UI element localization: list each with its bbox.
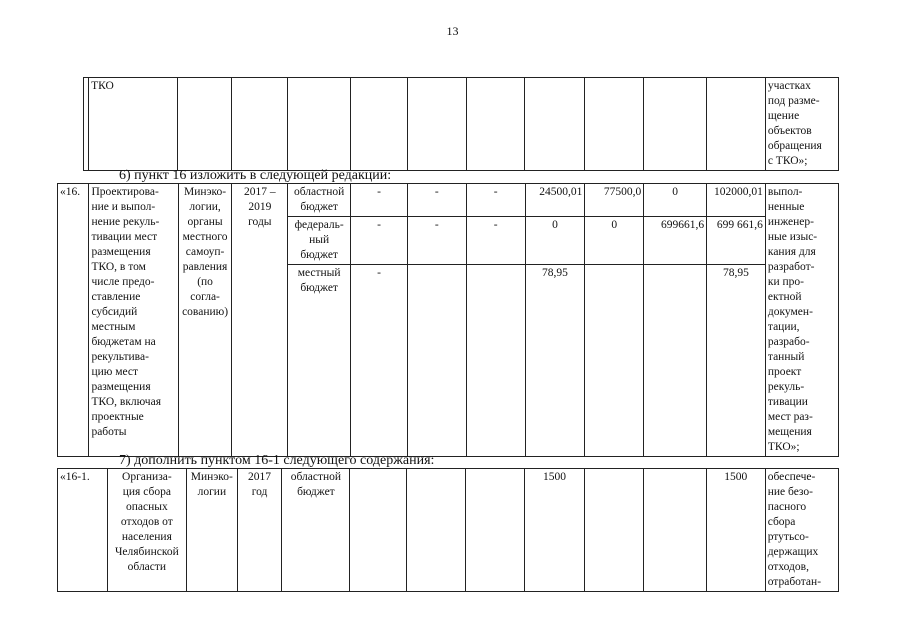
cell-name: ТКО [89,78,178,171]
value-cell: 0 [525,217,585,265]
value-cell: - [351,265,408,457]
table-row-16-1 [57,468,839,592]
value-cell: 78,95 [707,265,766,457]
value-cell [585,265,644,457]
value-cell: 102000,01 [707,184,766,217]
cell-result: участках под разме- щение объектов обращения с ТКО»; [765,78,838,171]
value-cell: - [466,217,525,265]
funding-source: областной бюджет [282,469,350,592]
result-text: выпол- ненные инженер- ные изыс- кания для разработ- ки про- ектной докумен- тации, разрабо- танный проект рекуль- тивации мест раз- мещения ТКО»; [765,184,838,457]
value-cell: 1500 [525,469,585,592]
measure-name: Проектирова- ние и выпол- нение рекуль- тивации мест размещения ТКО, в том числе предо- ставление субсидий местным бюджетам на рекультива- цию мест размещения ТКО, включая проектные работы [89,184,178,457]
value-cell: - [351,184,408,217]
value-cell: 699 661,6 [707,217,766,265]
value-cell: - [466,184,525,217]
value-cell: - [407,184,466,217]
row-number: «16-1. [58,469,108,592]
page-number: 13 [446,24,459,38]
measure-name: Организа- ция сбора опасных отходов от населения Челябинской области [107,469,186,592]
heading-point-6: 6) пункт 16 изложить в следующей редакции: [119,168,392,183]
funding-source: областной бюджет [288,184,351,217]
executor: Минэко- логии [186,469,237,592]
executor: Минэко- логии, органы местного самоуп- равления (по согла- сованию) [178,184,232,457]
value-cell: 77500,0 [585,184,644,217]
funding-source: федераль- ный бюджет [288,217,351,265]
value-cell: 0 [644,184,707,217]
value-cell: - [407,217,466,265]
row-number: «16. [58,184,89,457]
result-text: обеспече- ние безо- пасного сбора ртутьсо- держащих отходов, отработан- [765,469,838,592]
value-cell: - [351,217,408,265]
funding-source: местный бюджет [288,265,351,457]
table-row-16 [57,183,839,457]
value-cell [466,265,525,457]
years: 2017 – 2019 годы [232,184,288,457]
value-cell: 0 [585,217,644,265]
years: 2017 год [237,469,282,592]
value-cell: 699661,6 [644,217,707,265]
value-cell: 24500,01 [525,184,585,217]
value-cell: 1500 [706,469,765,592]
value-cell [644,265,707,457]
heading-point-7: 7) дополнить пунктом 16-1 следующего содержания: [119,453,435,468]
value-cell: 78,95 [525,265,585,457]
value-cell [407,265,466,457]
table-top-fragment [83,77,839,171]
